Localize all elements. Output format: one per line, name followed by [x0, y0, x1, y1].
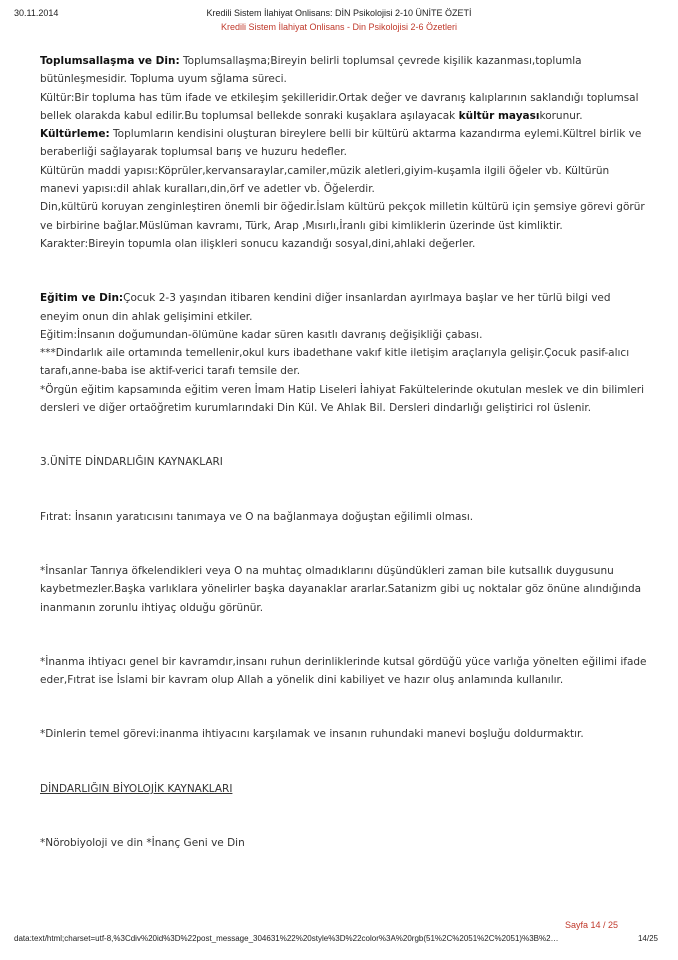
- unite3-title: 3.ÜNİTE DİNDARLIĞIN KAYNAKLARI: [40, 456, 223, 469]
- kulturleme-term: Kültürleme:: [40, 128, 110, 141]
- footer-url: data:text/html;charset=utf-8,%3Cdiv%20id%3D%22post_message_304631%22%20style%3D%22color%3A%20rgb(51%2C%2051%2C%2051)%3B%2…: [14, 934, 559, 943]
- fitrat-paragraph: Fıtrat: İnsanın yaratıcısını tanımaya ve O na bağlanmaya doğuştan eğilimli olması.: [40, 510, 474, 523]
- kulturleme-paragraph: [40, 125, 650, 162]
- insanlar-paragraph: *İnsanlar Tanrıya öfkelendikleri veya O na muhtaç olmadıklarını düşündükleri zaman bile kutsallık duygusunu kaybetmezler.Başka varlıklara yönelirler başka dayanaklar ararlar.Satanizm gibi uç noktalar göz önüne alındığında inanmanın zorunlu ihtiyaç olduğu görünür.: [40, 564, 642, 614]
- kultur-mayasi-term: kültür mayası: [458, 109, 540, 122]
- print-title: Kredili Sistem İlahiyat Onlisans: DİN Psikolojisi 2-10 ÜNİTE ÖZETİ: [206, 8, 472, 18]
- kultur-text-b: korunur.: [539, 109, 583, 122]
- print-date: 30.11.2014: [14, 8, 59, 18]
- egitim-term: Eğitim ve Din:: [40, 292, 124, 305]
- biyolojik-kaynaklar-title: DİNDARLIĞIN BİYOLOJİK KAYNAKLARI: [40, 782, 233, 795]
- kultur-paragraph: [40, 89, 650, 126]
- post-content: [40, 52, 650, 852]
- page-indicator: Sayfa 14 / 25: [564, 920, 618, 930]
- toplumsallasma-text: Toplumsallaşma;Bireyin belirli toplumsal çevrede kişilik kazanması,toplumla bütünleşmesidir. Topluma uyum sğlama süreci.: [40, 55, 582, 86]
- toplumsallasma-paragraph: [40, 52, 650, 89]
- egitim-paragraph: [40, 289, 650, 326]
- toplumsallasma-term: Toplumsallaşma ve Din:: [40, 55, 180, 67]
- kulturleme-text: Toplumların kendisini oluşturan bireylere belli bir kültürü aktarma kazandırma eylemi.Kültrel birlik ve beraberliği sağlayarak toplumsal barış ve huzuru hedefler.: [40, 128, 642, 159]
- egitim-definition: Eğitim:İnsanın doğumundan-ölümüne kadar süren kasıtlı davranış değişikliği çabası.: [40, 328, 483, 341]
- inanma-paragraph: *İnanma ihtiyacı genel bir kavramdır,insanı ruhun derinliklerinde kutsal gördüğü yüce varlığa yönelten eğilimi ifade eder,Fıtrat ise İslami bir kavram olup Allah a yönelik dini kabiliyet ve hazır oluş anlamında kullanılır.: [40, 655, 647, 687]
- print-header: [0, 8, 678, 22]
- karakter-paragraph: Karakter:Bireyin topumla olan ilişkleri sonucu kazandığı sosyal,dini,ahlaki değerler.: [40, 237, 476, 250]
- norobiyoloji-paragraph: *Nörobiyoloji ve din *İnanç Geni ve Din: [40, 837, 245, 850]
- print-subtitle: Kredili Sistem İlahiyat Onlisans - Din Psikolojisi 2-6 Özetleri: [220, 22, 458, 32]
- egitim-text: Çocuk 2-3 yaşından itibaren kendini diğer insanlardan ayırlmaya başlar ve her türlü bilgi ved eneyim onun din ahlak gelişimini etkiler.: [40, 292, 611, 323]
- orgun-egitim-paragraph: *Örgün eğitim kapsamında eğitim veren İmam Hatip Liseleri İahiyat Fakültelerinde okutulan meslek ve din bilimleri dersleri ve diğer ortaöğretim kurumlarındaki Din Kül. Ve Ahlak Bil. Dersleri dindarlığı geliştirici rol üslenir.: [40, 383, 645, 415]
- dindarlik-aile-paragraph: ***Dindarlık aile ortamında temellenir,okul kurs ibadethane vakıf kitle iletişim araçlarıyla gelişir.Çocuk pasif-alıcı tarafı,anne-baba ise aktif-verici tarafı temsile der.: [40, 347, 630, 378]
- print-footer: [14, 934, 658, 946]
- kultur-text-a: Kültür:Bir topluma has tüm ifade ve etkileşim şekilleridir.Ortak değer ve davranış kalıplarının saklandığı toplumsal bellek olarakda kabul edilir.Bu toplumsal bellekde sonraki kuşaklara aşılayacak: [40, 91, 639, 122]
- din-kultur-paragraph: Din,kültürü koruyan zenginleştiren önemli bir öğedir.İslam kültürü pekçok milletin kültürü için şemsiye görevi görür ve birbirine bağlar.Müslüman kavramı, Türk, Arap ,Mısırlı,İranlı gibi kimliklerin üzerinde üst kimliktir.: [40, 201, 645, 232]
- dinlerin-gorevi-paragraph: *Dinlerin temel görevi:inanma ihtiyacını karşılamak ve insanın ruhundaki manevi boşluğu doldurmaktır.: [40, 728, 584, 741]
- maddi-yapi-paragraph: Kültürün maddi yapısı:Köprüler,kervansaraylar,camiler,müzik aletleri,giyim-kuşamla ilgili öğeler vb. Kültürün manevi yapısı:dil ahlak kuralları,din,örf ve adetler vb. Öğelerdir.: [40, 164, 610, 196]
- footer-page-number: 14/25: [637, 934, 658, 943]
